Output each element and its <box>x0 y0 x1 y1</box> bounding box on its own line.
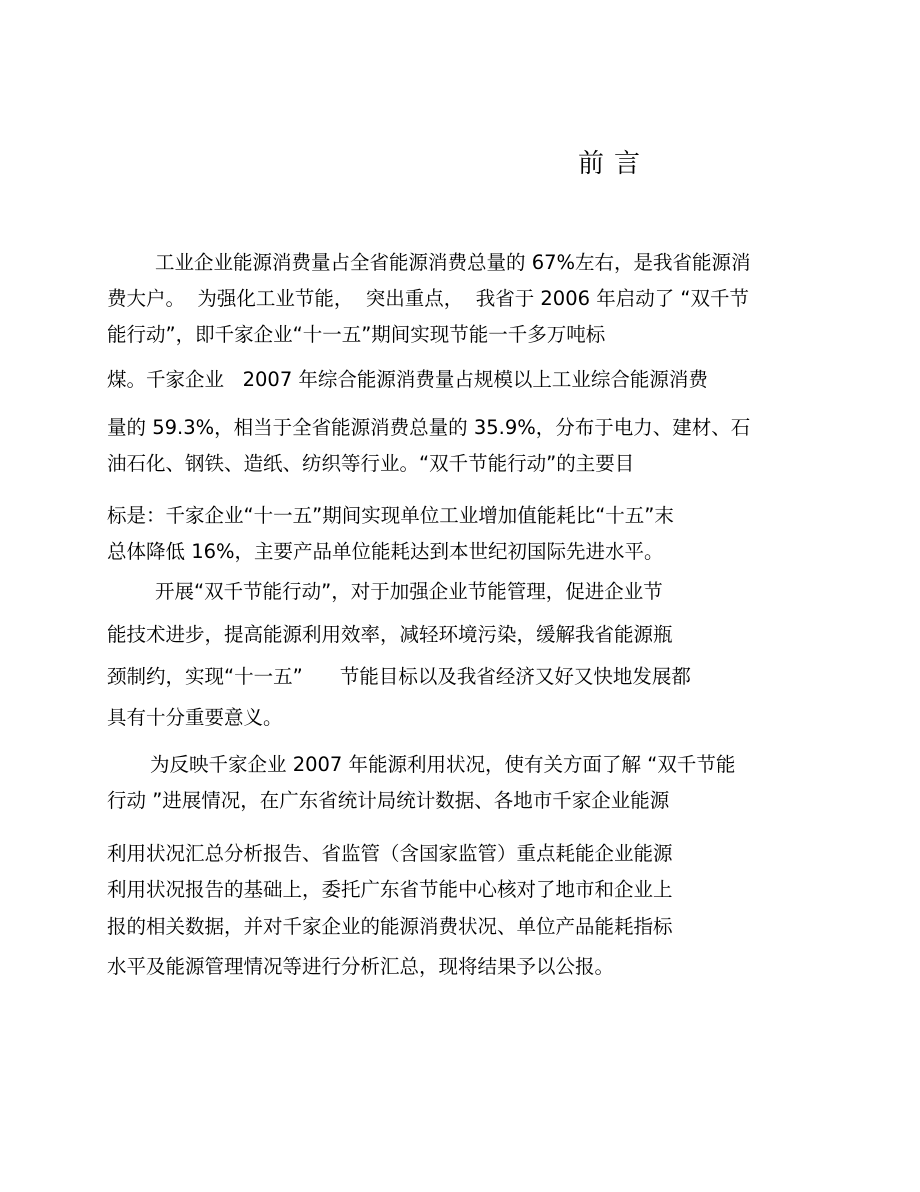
paragraph-line: 利用状况汇总分析报告、省监管（含国家监管）重点耗能企业能源 <box>107 842 673 865</box>
paragraph-line: 油石化、钢铁、造纸、纺织等行业。“双千节能行动”的主要目 <box>107 452 635 475</box>
paragraph-line: 报的相关数据，并对千家企业的能源消费状况、单位产品能耗指标 <box>107 915 673 938</box>
paragraph-line: 水平及能源管理情况等进行分析汇总，现将结果予以公报。 <box>107 955 615 978</box>
paragraph-line: 工业企业能源消费量占全省能源消费总量的 67%左右，是我省能源消 <box>155 251 751 274</box>
paragraph-line: 具有十分重要意义。 <box>107 706 283 729</box>
paragraph-line: 总体降低 16%，主要产品单位能耗达到本世纪初国际先进水平。 <box>107 540 664 563</box>
paragraph-line: 费大户。 为强化工业节能， 突出重点， 我省于 2006 年启动了 “双千节 <box>107 287 750 310</box>
paragraph-line: 能行动”，即千家企业“十一五”期间实现节能一千多万吨标 <box>107 323 606 346</box>
paragraph-line: 颈制约，实现“十一五” 节能目标以及我省经济又好又快地发展都 <box>107 665 691 688</box>
paragraph-line: 行动 ”进展情况，在广东省统计局统计数据、各地市千家企业能源 <box>107 789 670 812</box>
paragraph-line: 标是：千家企业“十一五”期间实现单位工业增加值能耗比“十五”末 <box>107 504 674 527</box>
paragraph-line: 煤。千家企业 2007 年综合能源消费量占规模以上工业综合能源消费 <box>107 368 708 391</box>
page-title: 前言 <box>578 149 651 179</box>
paragraph-line: 为反映千家企业 2007 年能源利用状况，使有关方面了解 “双千节能 <box>150 753 736 776</box>
paragraph-line: 利用状况报告的基础上，委托广东省节能中心核对了地市和企业上 <box>107 878 673 901</box>
paragraph-line: 开展“双千节能行动”，对于加强企业节能管理，促进企业节 <box>155 580 663 603</box>
paragraph-line: 量的 59.3%，相当于全省能源消费总量的 35.9%，分布于电力、建材、石 <box>107 416 751 439</box>
paragraph-line: 能技术进步，提高能源利用效率，减轻环境污染，缓解我省能源瓶 <box>107 623 673 646</box>
